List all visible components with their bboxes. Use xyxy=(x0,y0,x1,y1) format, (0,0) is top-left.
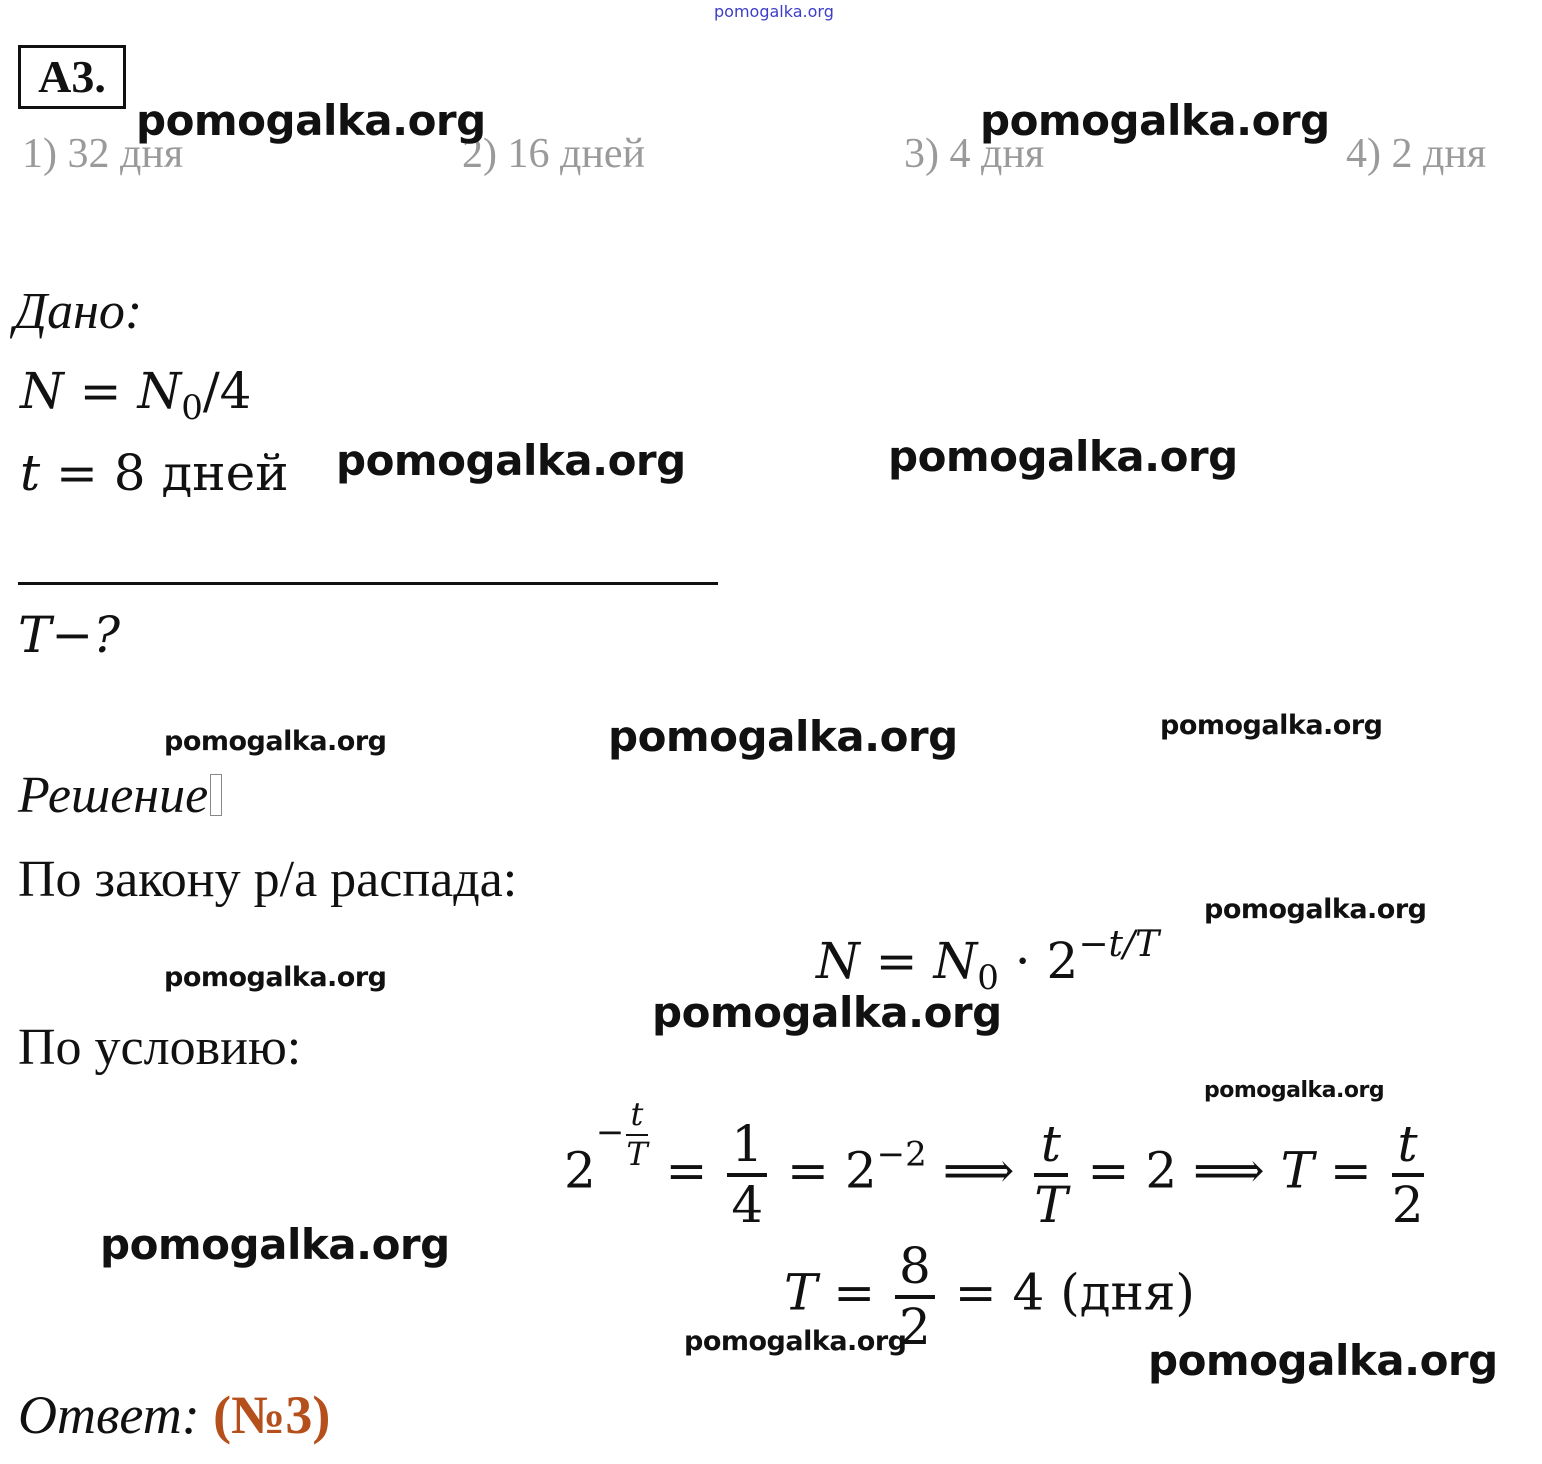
watermark: pomogalka.org xyxy=(1160,710,1383,741)
cursor-box xyxy=(210,774,222,816)
watermark: pomogalka.org xyxy=(888,432,1238,481)
watermark: pomogalka.org xyxy=(100,1220,450,1269)
watermark: pomogalka.org xyxy=(1204,1078,1385,1103)
watermark: pomogalka.org xyxy=(1148,1336,1498,1385)
problem-label: A3. xyxy=(18,45,126,109)
answer-line: Ответ: (№3) xyxy=(18,1385,331,1445)
watermark: pomogalka.org xyxy=(136,96,486,145)
given-line-n: $N = N_0/4$ xyxy=(20,362,252,428)
law-text: По закону р/а распада: xyxy=(18,851,518,908)
given-heading: Дано: xyxy=(14,283,143,340)
result-equation: T = $\frac{8}{2}$ = 4 (дня) xyxy=(784,1237,1195,1356)
watermark: pomogalka.org xyxy=(164,726,387,757)
option-4: 4) 2 дня xyxy=(1346,131,1487,177)
option-3: 3) 4 дня xyxy=(904,131,1045,177)
option-1: 1) 32 дня xyxy=(22,131,184,177)
top-site-link[interactable]: pomogalka.org xyxy=(714,2,834,21)
condition-text: По условию: xyxy=(18,1019,302,1076)
option-2: 2) 16 дней xyxy=(462,131,645,177)
watermark: pomogalka.org xyxy=(164,962,387,993)
watermark: pomogalka.org xyxy=(980,96,1330,145)
watermark: pomogalka.org xyxy=(336,436,686,485)
given-divider xyxy=(18,582,718,585)
watermark: pomogalka.org xyxy=(652,988,1002,1037)
find-line: T−? xyxy=(18,606,121,664)
watermark: pomogalka.org xyxy=(1204,894,1427,925)
equation-chain: 2− $\frac{t}{T}$ = $\frac{1}{4}$ = $2^{-2}$ ⟹ $\frac{t}{T}$ = 2 ⟹ T = $\frac{t}{2}$ xyxy=(564,1095,1424,1234)
watermark: pomogalka.org xyxy=(608,712,958,761)
given-line-t: t = 8 дней xyxy=(20,444,289,502)
watermark: pomogalka.org xyxy=(684,1326,907,1357)
solution-heading: Решение xyxy=(18,766,222,825)
decay-formula: $N = N_0 \cdot 2^{-t/T}$ xyxy=(816,924,1160,998)
